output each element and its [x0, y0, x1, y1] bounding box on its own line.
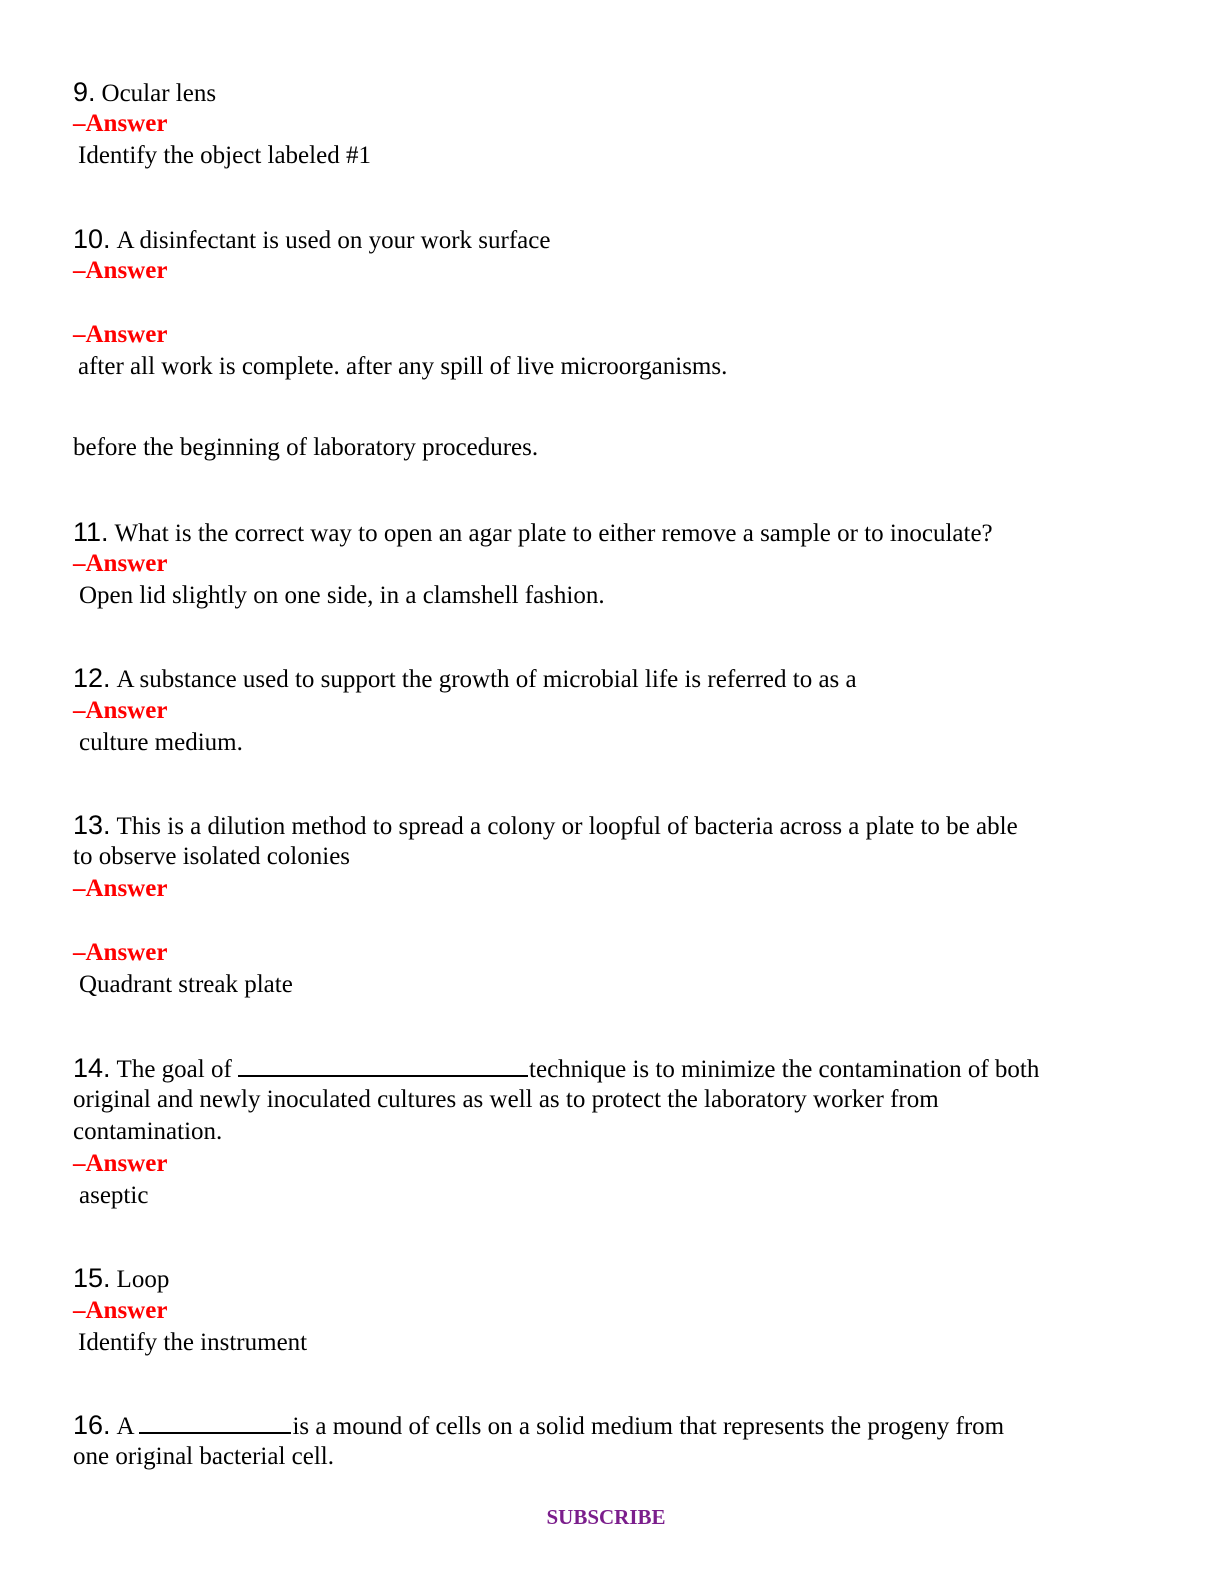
question-text: A — [116, 1413, 134, 1440]
question-text: is a mound of cells on a solid medium that represents the progeny from — [292, 1413, 1005, 1440]
question-number: 12. — [73, 663, 111, 693]
question-line — [73, 1052, 1039, 1086]
answer-text: aseptic — [79, 1182, 149, 1209]
question-line — [73, 809, 1018, 843]
answer-text: culture medium. — [79, 729, 243, 756]
question-line — [73, 516, 993, 550]
answer-text: Identify the instrument — [78, 1329, 308, 1356]
fill-in-blank — [238, 1053, 528, 1077]
answer-label: –Answer — [73, 875, 168, 902]
answer-label: –Answer — [73, 1150, 168, 1177]
question-text-continued: one original bacterial cell. — [73, 1443, 334, 1470]
answer-text: after all work is complete. after any spill of live microorganisms. — [78, 353, 728, 380]
question-line — [73, 223, 550, 257]
question-line — [73, 76, 216, 110]
question-text: This is a dilution method to spread a colony or loopful of bacteria across a plate to be able — [116, 813, 1018, 840]
answer-label: –Answer — [73, 697, 168, 724]
question-text: The goal of — [116, 1056, 232, 1083]
question-text: What is the correct way to open an agar plate to either remove a sample or to inoculate? — [114, 520, 993, 547]
question-number: 13. — [73, 810, 111, 840]
answer-label: –Answer — [73, 321, 168, 348]
question-number: 11. — [73, 517, 109, 547]
question-line — [73, 662, 857, 696]
question-text: A disinfectant is used on your work surface — [116, 227, 551, 254]
question-text-continued: original and newly inoculated cultures as well as to protect the laboratory worker from — [73, 1086, 939, 1113]
subscribe-link[interactable]: SUBSCRIBE — [546, 1505, 666, 1529]
answer-text: Identify the object labeled #1 — [78, 142, 371, 169]
question-number: 15. — [73, 1263, 111, 1293]
answer-text: Quadrant streak plate — [79, 971, 293, 998]
answer-label: –Answer — [73, 257, 168, 284]
answer-text-extra: before the beginning of laboratory procedures. — [73, 434, 539, 461]
answer-label: –Answer — [73, 110, 168, 137]
question-text: technique is to minimize the contamination of both — [529, 1056, 1040, 1083]
question-line — [73, 1262, 169, 1296]
answer-label: –Answer — [73, 939, 168, 966]
question-number: 10. — [73, 224, 111, 254]
question-text: Ocular lens — [101, 80, 217, 107]
question-number: 9. — [73, 77, 96, 107]
fill-in-blank — [139, 1410, 291, 1434]
answer-text: Open lid slightly on one side, in a clamshell fashion. — [79, 582, 605, 609]
question-text-continued: contamination. — [73, 1118, 223, 1145]
question-text-continued: to observe isolated colonies — [73, 843, 351, 870]
answer-label: –Answer — [73, 1297, 168, 1324]
question-number: 14. — [73, 1053, 111, 1083]
answer-label: –Answer — [73, 550, 168, 577]
question-number: 16. — [73, 1410, 111, 1440]
question-text: Loop — [116, 1266, 170, 1293]
question-text: A substance used to support the growth of microbial life is referred to as a — [116, 666, 857, 693]
question-line — [73, 1409, 1004, 1443]
